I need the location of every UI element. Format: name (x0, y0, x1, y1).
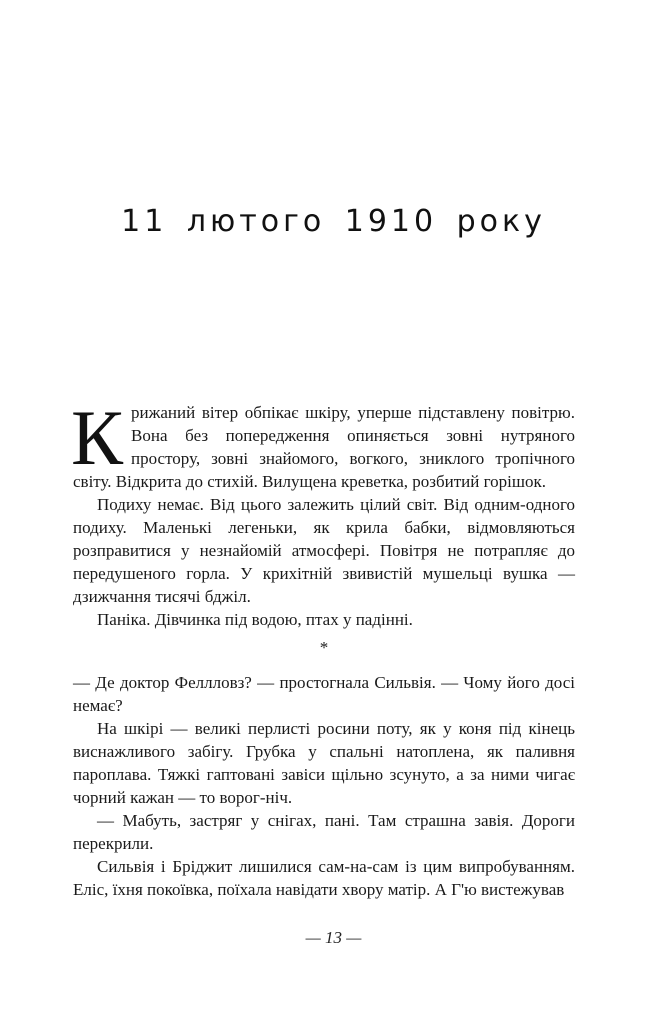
paragraph: — Де доктор Феллловз? — простогнала Сильвія. — Чому його досі немає? (73, 673, 575, 715)
drop-cap: К (71, 394, 124, 481)
paragraph: Сильвія і Бріджит лишилися сам-на-сам із цим випробуванням. Еліс, їхня покоївка, поїхала навідати хвору матір. А Г'ю вистежував (73, 857, 575, 899)
paragraph: — Мабуть, застряг у снігах, пані. Там страшна завія. Дороги перекрили. (73, 811, 575, 853)
paragraph (71, 394, 575, 493)
chapter-title: 11 лютого 1910 року (121, 204, 546, 239)
paragraph-text: рижаний вітер обпікає шкіру, уперше підставлену повітрю. Вона без попередження опиняється зовні нутряного простору, зовні знайомого, вогкого, зниклого тропічного світу. Відкрита до стихій. Вилущена креветка, розбитий горішок. (73, 403, 575, 491)
body-text (71, 394, 575, 901)
paragraph: Паніка. Дівчинка під водою, птах у падінні. (97, 610, 413, 629)
section-separator: * (319, 638, 329, 657)
paragraph: На шкірі — великі перлисті росини поту, як у коня під кінець виснажливого забігу. Грубка у спальні натоплена, як паливня пароплава. Тяжкі гаптовані завіси щільно зсунуто, а за ними чигає чорний кажан — то ворог-ніч. (73, 719, 575, 807)
paragraph: Подиху немає. Від цього залежить цілий світ. Від одним-одного подиху. Маленькі легеньки, як крила бабки, відмовляються розправитися у незнайомій атмосфері. Повітря не потрапляє до передушеного горла. У крихітній звивистій мушельці вушка — дзижчання тисячі бджіл. (73, 495, 575, 606)
page-number: — 13 — (305, 928, 362, 947)
